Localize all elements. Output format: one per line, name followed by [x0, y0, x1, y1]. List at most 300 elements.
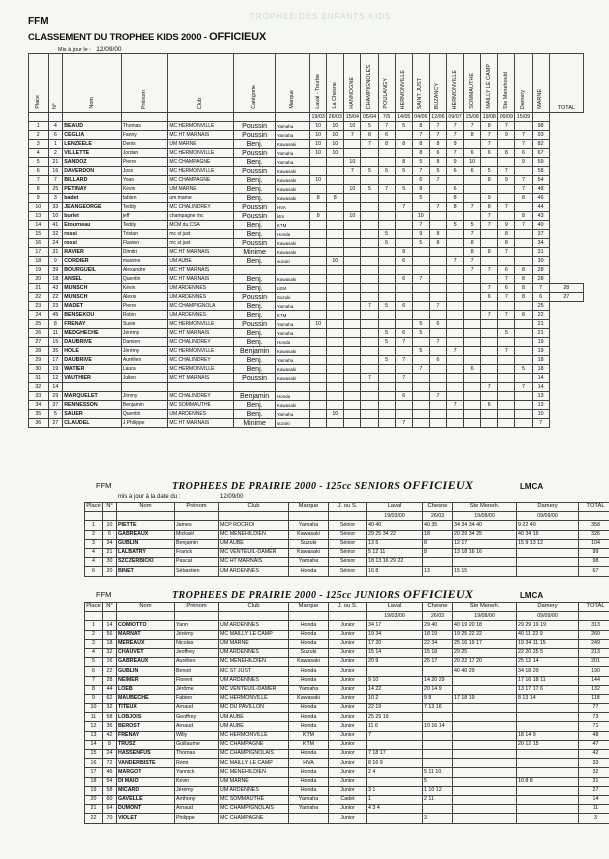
seniors-cell: SZCZERBICKI	[117, 558, 175, 567]
kids-cell: 7	[446, 122, 463, 131]
kids-cell: RAVIER	[63, 248, 122, 257]
kids-cell	[515, 329, 532, 338]
kids-cell	[361, 149, 378, 158]
juniors-cell: Arnaud	[175, 805, 219, 814]
seniors-cell	[517, 558, 579, 567]
juniors-cell: Honda	[289, 667, 329, 676]
juniors-cell: 201	[579, 658, 609, 667]
juniors-cell: Junior	[329, 722, 367, 731]
juniors-cell: MC MENEHILDIEN	[219, 658, 289, 667]
juniors-cell: UM AUBE	[219, 722, 289, 731]
kids-cell: 32	[29, 383, 49, 392]
kids-cell	[515, 374, 532, 383]
kids-col-header	[412, 54, 429, 113]
kids-cell: Poussin	[234, 122, 276, 131]
kids-cell: Jordan	[121, 149, 167, 158]
kids-cell	[481, 239, 498, 248]
juniors-cell: 8	[85, 685, 103, 694]
juniors-cell: 73	[579, 713, 609, 722]
kids-col-header	[275, 54, 309, 113]
kids-cell: 6	[446, 185, 463, 194]
juniors-cell	[453, 676, 517, 685]
seniors-cell: 13	[423, 567, 453, 576]
kids-col-header	[464, 54, 481, 113]
juniors-cell: 20 9	[367, 658, 423, 667]
seniors-ranking-table	[84, 502, 609, 577]
kids-cell: 7	[532, 419, 549, 428]
kids-date-cell: 26/03	[328, 113, 342, 120]
kids-header-row	[29, 54, 584, 113]
juniors-cell: Junior	[329, 805, 367, 814]
juniors-cell: Jeoffrey	[175, 648, 219, 657]
kids-cell	[344, 329, 361, 338]
juniors-cell: 118	[579, 694, 609, 703]
kids-col-header	[395, 54, 412, 113]
kids-cell: Benj.	[234, 284, 276, 293]
juniors-cell: 48	[579, 731, 609, 740]
kids-cell: 3	[48, 194, 63, 203]
kids-cell: champagne mc	[168, 212, 234, 221]
juniors-cell: 11	[85, 713, 103, 722]
kids-cell: 41	[48, 221, 63, 230]
juniors-cell: 132	[579, 685, 609, 694]
juniors-cell: 71	[579, 722, 609, 731]
kids-cell	[327, 383, 344, 392]
kids-cell	[361, 203, 378, 212]
kids-cell: Yamaha	[275, 122, 309, 131]
kids-cell: 5	[481, 167, 498, 176]
kids-cell: 5	[378, 329, 395, 338]
kids-table-row	[29, 365, 584, 374]
kids-cell: Yamaha	[275, 302, 309, 311]
kids-cell: 10	[412, 212, 429, 221]
kids-cell: 5	[412, 158, 429, 167]
kids-cell	[498, 419, 515, 428]
kids-cell: 6	[498, 266, 515, 275]
kids-cell: 7	[378, 122, 395, 131]
juniors-table-row	[85, 685, 609, 694]
juniors-cell: 7	[85, 676, 103, 685]
juniors-date-blank	[329, 612, 367, 621]
juniors-table-row	[85, 814, 609, 823]
juniors-cell: 3 1	[367, 786, 423, 795]
kids-cell	[310, 158, 327, 167]
kids-cell: Aurélien	[121, 356, 167, 365]
kids-cell: MC HT MARNAIS	[168, 374, 234, 383]
kids-cell	[412, 266, 429, 275]
kids-cell	[344, 257, 361, 266]
juniors-col-header: Marque	[289, 603, 329, 612]
seniors-date-blank	[85, 512, 103, 521]
juniors-cell: 14	[103, 621, 117, 630]
kids-cell: Susie	[121, 320, 167, 329]
kids-title-brand: OFFICIEUX	[209, 31, 267, 43]
kids-cell: 7	[515, 221, 532, 230]
kids-cell	[498, 374, 515, 383]
kids-cell: 7	[498, 248, 515, 257]
juniors-cell: TITEUX	[117, 704, 175, 713]
seniors-col-header: Ste Meneh.	[453, 503, 517, 512]
kids-cell: Damien	[121, 338, 167, 347]
kids-cell: 2	[48, 149, 63, 158]
kids-cell	[429, 419, 446, 428]
seniors-cell: 20	[103, 567, 117, 576]
kids-cell	[327, 275, 344, 284]
juniors-cell: 13	[85, 731, 103, 740]
juniors-cell: 9	[85, 694, 103, 703]
juniors-cell	[517, 805, 579, 814]
seniors-cell: 358	[579, 521, 609, 530]
kids-table-row	[29, 374, 584, 383]
juniors-cell: MC SOMMAUTHE	[219, 795, 289, 804]
kids-cell: UM MARNE	[168, 185, 234, 194]
kids-cell: 5	[378, 167, 395, 176]
kids-cell: Benj.	[234, 401, 276, 410]
kids-cell: UM ARDENNES	[168, 284, 234, 293]
kids-cell	[310, 347, 327, 356]
kids-cell: Kawasaki	[275, 275, 309, 284]
seniors-cell: 67	[579, 567, 609, 576]
kids-cell	[464, 419, 481, 428]
kids-cell: 4	[48, 122, 63, 131]
kids-cell	[344, 338, 361, 347]
kids-cell: 1	[48, 140, 63, 149]
kids-cell	[464, 284, 481, 293]
kids-cell: 21	[532, 320, 549, 329]
kids-cell: jeff	[121, 212, 167, 221]
kids-cell	[498, 338, 515, 347]
kids-cell	[275, 383, 309, 392]
kids-table-row	[29, 320, 584, 329]
kids-cell	[395, 131, 412, 140]
kids-table-row	[29, 131, 584, 140]
kids-date-cell: 15/09	[516, 113, 531, 120]
kids-cell: 8	[464, 131, 481, 140]
kids-cell	[515, 257, 532, 266]
juniors-cell	[517, 786, 579, 795]
kids-cell	[395, 194, 412, 203]
kids-cell: 18	[29, 257, 49, 266]
kids-cell: 7	[446, 347, 463, 356]
juniors-cell: Arnaud	[175, 722, 219, 731]
kids-cell	[498, 401, 515, 410]
juniors-cell	[517, 722, 579, 731]
juniors-cell: Yamaha	[289, 795, 329, 804]
kids-cell: Poussin	[234, 203, 276, 212]
juniors-cell: FRENAY	[117, 731, 175, 740]
kids-cell: SAUER	[63, 410, 122, 419]
kids-cell: Benj.	[234, 365, 276, 374]
kids-cell	[412, 203, 429, 212]
juniors-cell: 8 16 9	[367, 759, 423, 768]
kids-cell: BILLARD	[63, 176, 122, 185]
kids-cell	[515, 203, 532, 212]
juniors-table-row	[85, 648, 609, 657]
kids-cell	[361, 266, 378, 275]
seniors-title-prefix: TROPHEES DE PRAIRIE 2000 - 125cc SENIORS	[172, 481, 401, 492]
juniors-cell: 42	[103, 731, 117, 740]
kids-cell: 21	[29, 284, 49, 293]
kids-col-header-label: La Chesne	[331, 82, 338, 109]
kids-cell: 9	[498, 176, 515, 185]
kids-cell	[464, 374, 481, 383]
juniors-cell: 42	[579, 750, 609, 759]
juniors-cell: 7	[367, 731, 423, 740]
kids-cell: 8	[429, 239, 446, 248]
juniors-cell: GABREAUX	[117, 658, 175, 667]
kids-table-row	[29, 122, 584, 131]
kids-cell: 24	[29, 311, 49, 320]
kids-cell: 35	[29, 410, 49, 419]
kids-cell: 5	[48, 410, 63, 419]
kids-cell	[310, 230, 327, 239]
juniors-cell: 18	[85, 777, 103, 786]
kids-cell: 10	[310, 140, 327, 149]
kids-date-cell: 7/5	[378, 113, 395, 122]
juniors-table-row	[85, 694, 609, 703]
kids-table-row	[29, 293, 584, 302]
kids-cell	[378, 266, 395, 275]
juniors-cell: 4 3 4	[367, 805, 423, 814]
kids-cell: 7	[481, 131, 498, 140]
kids-cell: 32	[48, 230, 63, 239]
kids-table-row	[29, 383, 584, 392]
juniors-col-header: J. ou S.	[329, 603, 367, 612]
juniors-table-row	[85, 795, 609, 804]
kids-cell: um marne	[168, 194, 234, 203]
kids-cell	[344, 293, 361, 302]
kids-cell	[498, 185, 515, 194]
kids-cell: 7	[464, 257, 481, 266]
kids-cell: 93	[532, 131, 549, 140]
kids-cell	[310, 356, 327, 365]
kids-cell: MC HT MARNAIS	[168, 329, 234, 338]
kids-cell: JEANGEORGE	[63, 203, 122, 212]
kids-cell: 7	[481, 284, 498, 293]
seniors-cell: Yamaha	[289, 521, 329, 530]
kids-table-row	[29, 302, 584, 311]
juniors-cell	[517, 759, 579, 768]
kids-cell: 8	[310, 212, 327, 221]
kids-cell: 27	[549, 293, 583, 302]
kids-cell: 31	[29, 374, 49, 383]
kids-cell	[378, 320, 395, 329]
seniors-cell: Benjamin	[175, 539, 219, 548]
juniors-cell: 14 22	[367, 685, 423, 694]
kids-cell	[310, 419, 327, 428]
kids-cell: 20	[29, 275, 49, 284]
kids-cell	[361, 347, 378, 356]
juniors-table-row	[85, 740, 609, 749]
kids-cell: 18	[48, 275, 63, 284]
kids-cell: Suzuki	[275, 293, 309, 302]
juniors-table-row	[85, 667, 609, 676]
kids-cell: Pierre	[121, 158, 167, 167]
kids-cell: Yamaha	[275, 329, 309, 338]
kids-cell: 19	[532, 347, 549, 356]
kids-cell: 10	[344, 122, 361, 131]
kids-cell	[429, 284, 446, 293]
juniors-cell: Guillaume	[175, 740, 219, 749]
kids-cell: 5	[395, 167, 412, 176]
kids-cell: 10	[532, 410, 549, 419]
kids-cell: 54	[532, 176, 549, 185]
juniors-cell: 25 29 19	[367, 713, 423, 722]
kids-cell: 7	[481, 311, 498, 320]
kids-cell: 7	[498, 311, 515, 320]
kids-cell: VILLETTE	[63, 149, 122, 158]
kids-cell	[446, 374, 463, 383]
kids-cell: Kawasaki	[275, 365, 309, 374]
juniors-cell: 19 34	[367, 630, 423, 639]
kids-cell: Poussin	[234, 320, 276, 329]
juniors-table-row	[85, 621, 609, 630]
juniors-cell: 19	[85, 786, 103, 795]
kids-cell	[361, 176, 378, 185]
kids-cell	[327, 320, 344, 329]
kids-cell: Benjamin	[121, 401, 167, 410]
kids-table-row	[29, 230, 584, 239]
kids-cell	[344, 194, 361, 203]
juniors-cell: 20 22 17 20	[453, 658, 517, 667]
kids-cell: 2	[29, 131, 49, 140]
kids-cell	[310, 185, 327, 194]
juniors-table-row	[85, 639, 609, 648]
kids-cell: 7	[515, 383, 532, 392]
kids-col-header	[327, 54, 344, 113]
seniors-cell: 34 34 34 40	[453, 521, 517, 530]
juniors-cell: 62	[103, 694, 117, 703]
kids-cell: 6	[464, 167, 481, 176]
kids-date-cell: 19/03	[311, 113, 325, 120]
seniors-cell: GABREAUX	[117, 530, 175, 539]
kids-cell	[395, 293, 412, 302]
kids-cell: 8	[464, 239, 481, 248]
kids-cell	[515, 401, 532, 410]
kids-cell: WATIER	[63, 365, 122, 374]
kids-cell: 7	[378, 185, 395, 194]
kids-cell	[327, 185, 344, 194]
kids-cell: UM ARDENNES	[168, 293, 234, 302]
kids-cell: Denis	[121, 140, 167, 149]
kids-cell: 6	[29, 167, 49, 176]
kids-cell: 7	[395, 203, 412, 212]
kids-cell	[515, 122, 532, 131]
kids-cell	[310, 203, 327, 212]
juniors-cell: Rémi	[175, 759, 219, 768]
kids-cell	[412, 293, 429, 302]
kids-cell: 7	[395, 338, 412, 347]
juniors-title-brand: OFFICIEUX	[403, 587, 474, 601]
kids-col-header-label: TOTAL	[557, 105, 575, 111]
juniors-cell: 7 13 16	[423, 704, 453, 713]
kids-cell	[327, 176, 344, 185]
juniors-cell	[517, 795, 579, 804]
kids-cell: Pierre	[121, 302, 167, 311]
kids-cell: 7	[429, 176, 446, 185]
juniors-cell: HVA	[289, 759, 329, 768]
seniors-cell: 30	[103, 558, 117, 567]
kids-cell: Kawasaki	[275, 401, 309, 410]
seniors-update-line	[118, 494, 243, 500]
kids-cell	[378, 248, 395, 257]
juniors-cell: Nicolas	[175, 639, 219, 648]
kids-cell: 6	[498, 284, 515, 293]
juniors-cell: 5	[423, 777, 453, 786]
juniors-cell: 22 20 25 5	[517, 648, 579, 657]
kids-cell: 7	[361, 302, 378, 311]
juniors-table-row	[85, 630, 609, 639]
kids-cell	[429, 383, 446, 392]
kids-cell: 14	[29, 221, 49, 230]
kids-cell: 5	[412, 320, 429, 329]
kids-cell: Benjamin	[234, 392, 276, 401]
kids-cell	[378, 212, 395, 221]
juniors-cell	[453, 685, 517, 694]
kids-cell: 11	[48, 329, 63, 338]
kids-cell: 8	[361, 131, 378, 140]
juniors-cell: Yamaha	[289, 805, 329, 814]
kids-cell	[378, 293, 395, 302]
seniors-table-row	[85, 548, 609, 557]
seniors-cell: Sénior	[329, 567, 367, 576]
kids-cell: MC HERMONVILLE	[168, 122, 234, 131]
kids-cell	[310, 311, 327, 320]
seniors-cell: BINET	[117, 567, 175, 576]
juniors-date-blank	[103, 612, 117, 621]
kids-cell: BEAUD	[63, 122, 122, 131]
kids-cell: 22	[29, 293, 49, 302]
seniors-date-cell: 09/09/00	[517, 512, 579, 521]
seniors-cell: 8	[423, 539, 453, 548]
juniors-cell: CHAUVET	[117, 648, 175, 657]
kids-cell: Poussin	[234, 212, 276, 221]
seniors-cell: Mickaël	[175, 530, 219, 539]
juniors-league: LMCA	[520, 591, 544, 600]
kids-cell: 8	[515, 284, 532, 293]
kids-cell: 8	[446, 203, 463, 212]
kids-cell	[498, 383, 515, 392]
kids-cell: CEGLIA	[63, 131, 122, 140]
seniors-cell: 6	[85, 567, 103, 576]
juniors-cell: 17 16 18 11	[517, 676, 579, 685]
kids-cell: 7	[429, 338, 446, 347]
juniors-cell: 2	[85, 630, 103, 639]
kids-cell	[378, 347, 395, 356]
kids-cell: Yoan	[121, 176, 167, 185]
kids-cell: 39	[48, 266, 63, 275]
update-line	[58, 46, 122, 53]
kids-date-cell: 09/09	[499, 113, 513, 120]
kids-cell: 8	[481, 203, 498, 212]
juniors-cell: MC CHAMPAGNE	[219, 814, 289, 823]
kids-cell	[344, 419, 361, 428]
kids-cell: 31	[532, 248, 549, 257]
juniors-cell	[453, 750, 517, 759]
juniors-date-blank	[219, 612, 289, 621]
kids-cell: Tristan	[121, 230, 167, 239]
kids-cell: 7	[412, 365, 429, 374]
kids-cell	[378, 284, 395, 293]
kids-cell: MC CHALINDREY	[168, 203, 234, 212]
kids-cell: 5	[395, 122, 412, 131]
kids-cell: 7	[446, 401, 463, 410]
kids-cell: ktm	[275, 212, 309, 221]
kids-cell: 7	[412, 221, 429, 230]
kids-cell: RENNESSON	[63, 401, 122, 410]
seniors-cell: 15 15	[453, 567, 517, 576]
kids-cell: Kawasaki	[275, 176, 309, 185]
